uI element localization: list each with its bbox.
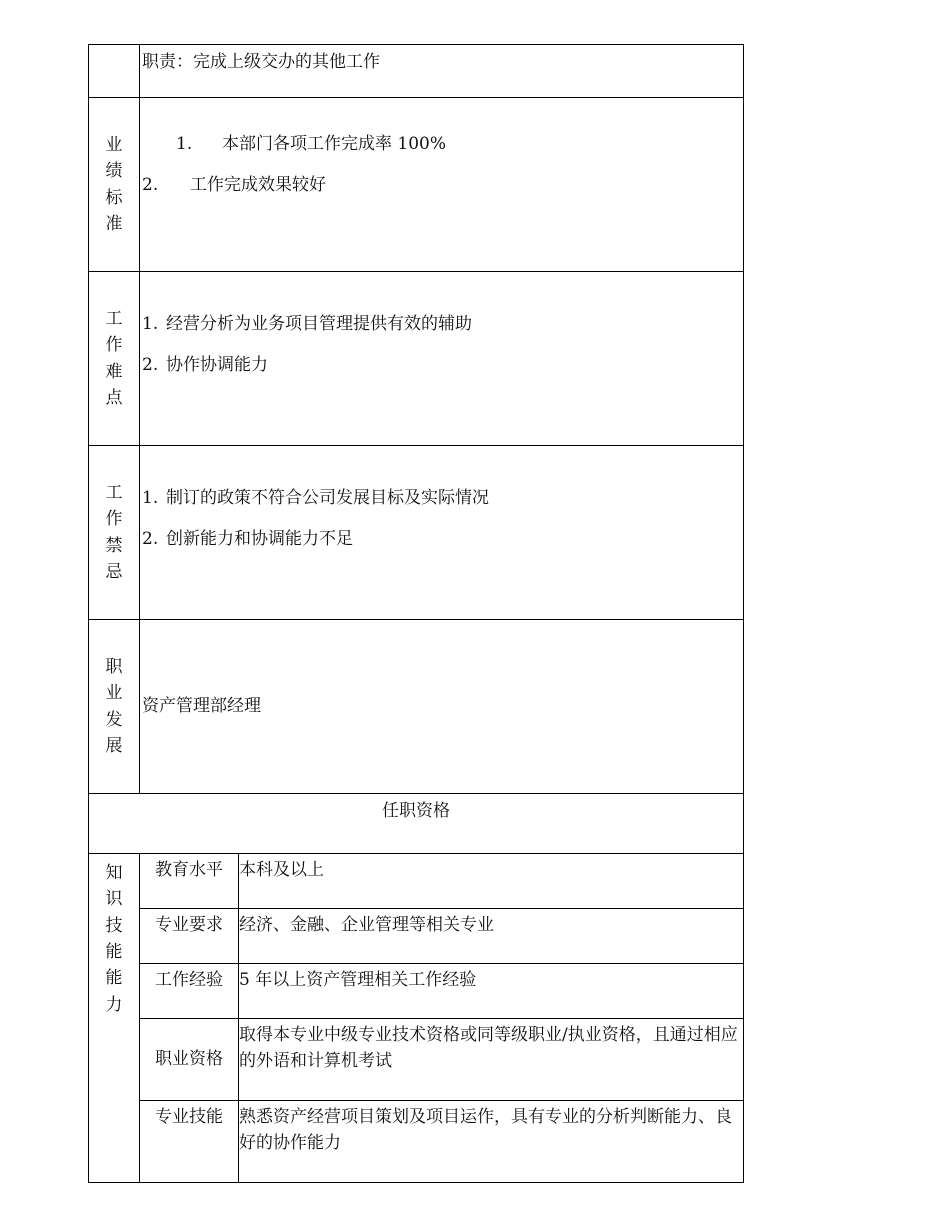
qualification-row	[89, 854, 744, 909]
qualification-row	[89, 1019, 744, 1101]
qualification-value: 本科及以上	[239, 854, 744, 909]
difficulties-content	[140, 272, 744, 446]
taboos-content	[140, 446, 744, 620]
qualification-row	[89, 964, 744, 1019]
list-item: 1. 本部门各项工作完成率 100%	[176, 134, 447, 155]
performance-content	[140, 98, 744, 272]
qualification-value: 经济、金融、企业管理等相关专业	[239, 909, 744, 964]
qualification-label: 教育水平	[140, 854, 239, 909]
difficulties-row	[89, 272, 744, 446]
career-content	[140, 620, 744, 794]
taboos-label: 工 作 禁 忌	[89, 446, 140, 620]
difficulties-label: 工 作 难 点	[89, 272, 140, 446]
qualification-row	[89, 909, 744, 964]
career-row	[89, 620, 744, 794]
list-item: 2. 协作协调能力	[142, 354, 268, 375]
list-item: 1. 制订的政策不符合公司发展目标及实际情况	[142, 488, 489, 509]
qualification-row	[89, 1101, 744, 1183]
list-item: 2. 工作完成效果较好	[142, 174, 326, 195]
career-text: 资产管理部经理	[142, 696, 261, 717]
qualifications-heading-row	[89, 794, 744, 854]
list-item: 2. 创新能力和协调能力不足	[142, 528, 353, 549]
list-item: 1. 经营分析为业务项目管理提供有效的辅助	[142, 314, 472, 335]
qualification-value: 取得本专业中级专业技术资格或同等级职业/执业资格，且通过相应的外语和计算机考试	[239, 1019, 744, 1101]
qualification-label: 工作经验	[140, 964, 239, 1019]
qualification-label: 专业要求	[140, 909, 239, 964]
performance-label: 业 绩 标 准	[89, 98, 140, 272]
qualification-label: 专业技能	[140, 1101, 239, 1183]
qualification-value: 熟悉资产经营项目策划及项目运作，具有专业的分析判断能力、良好的协作能力	[239, 1101, 744, 1183]
qualification-value: 5 年以上资产管理相关工作经验	[239, 964, 744, 1019]
performance-row	[89, 98, 744, 272]
career-label: 职 业 发 展	[89, 620, 140, 794]
job-description-table	[88, 44, 744, 1183]
duty-row	[89, 45, 744, 98]
duty-label-cell	[89, 45, 140, 98]
qualification-label: 职业资格	[140, 1019, 239, 1101]
knowledge-skills-label: 知 识 技 能 能 力	[89, 854, 140, 1183]
duty-text: 职责：完成上级交办的其他工作	[142, 52, 380, 72]
duty-cell	[140, 45, 744, 98]
taboos-row	[89, 446, 744, 620]
qualifications-heading: 任职资格	[89, 794, 744, 854]
